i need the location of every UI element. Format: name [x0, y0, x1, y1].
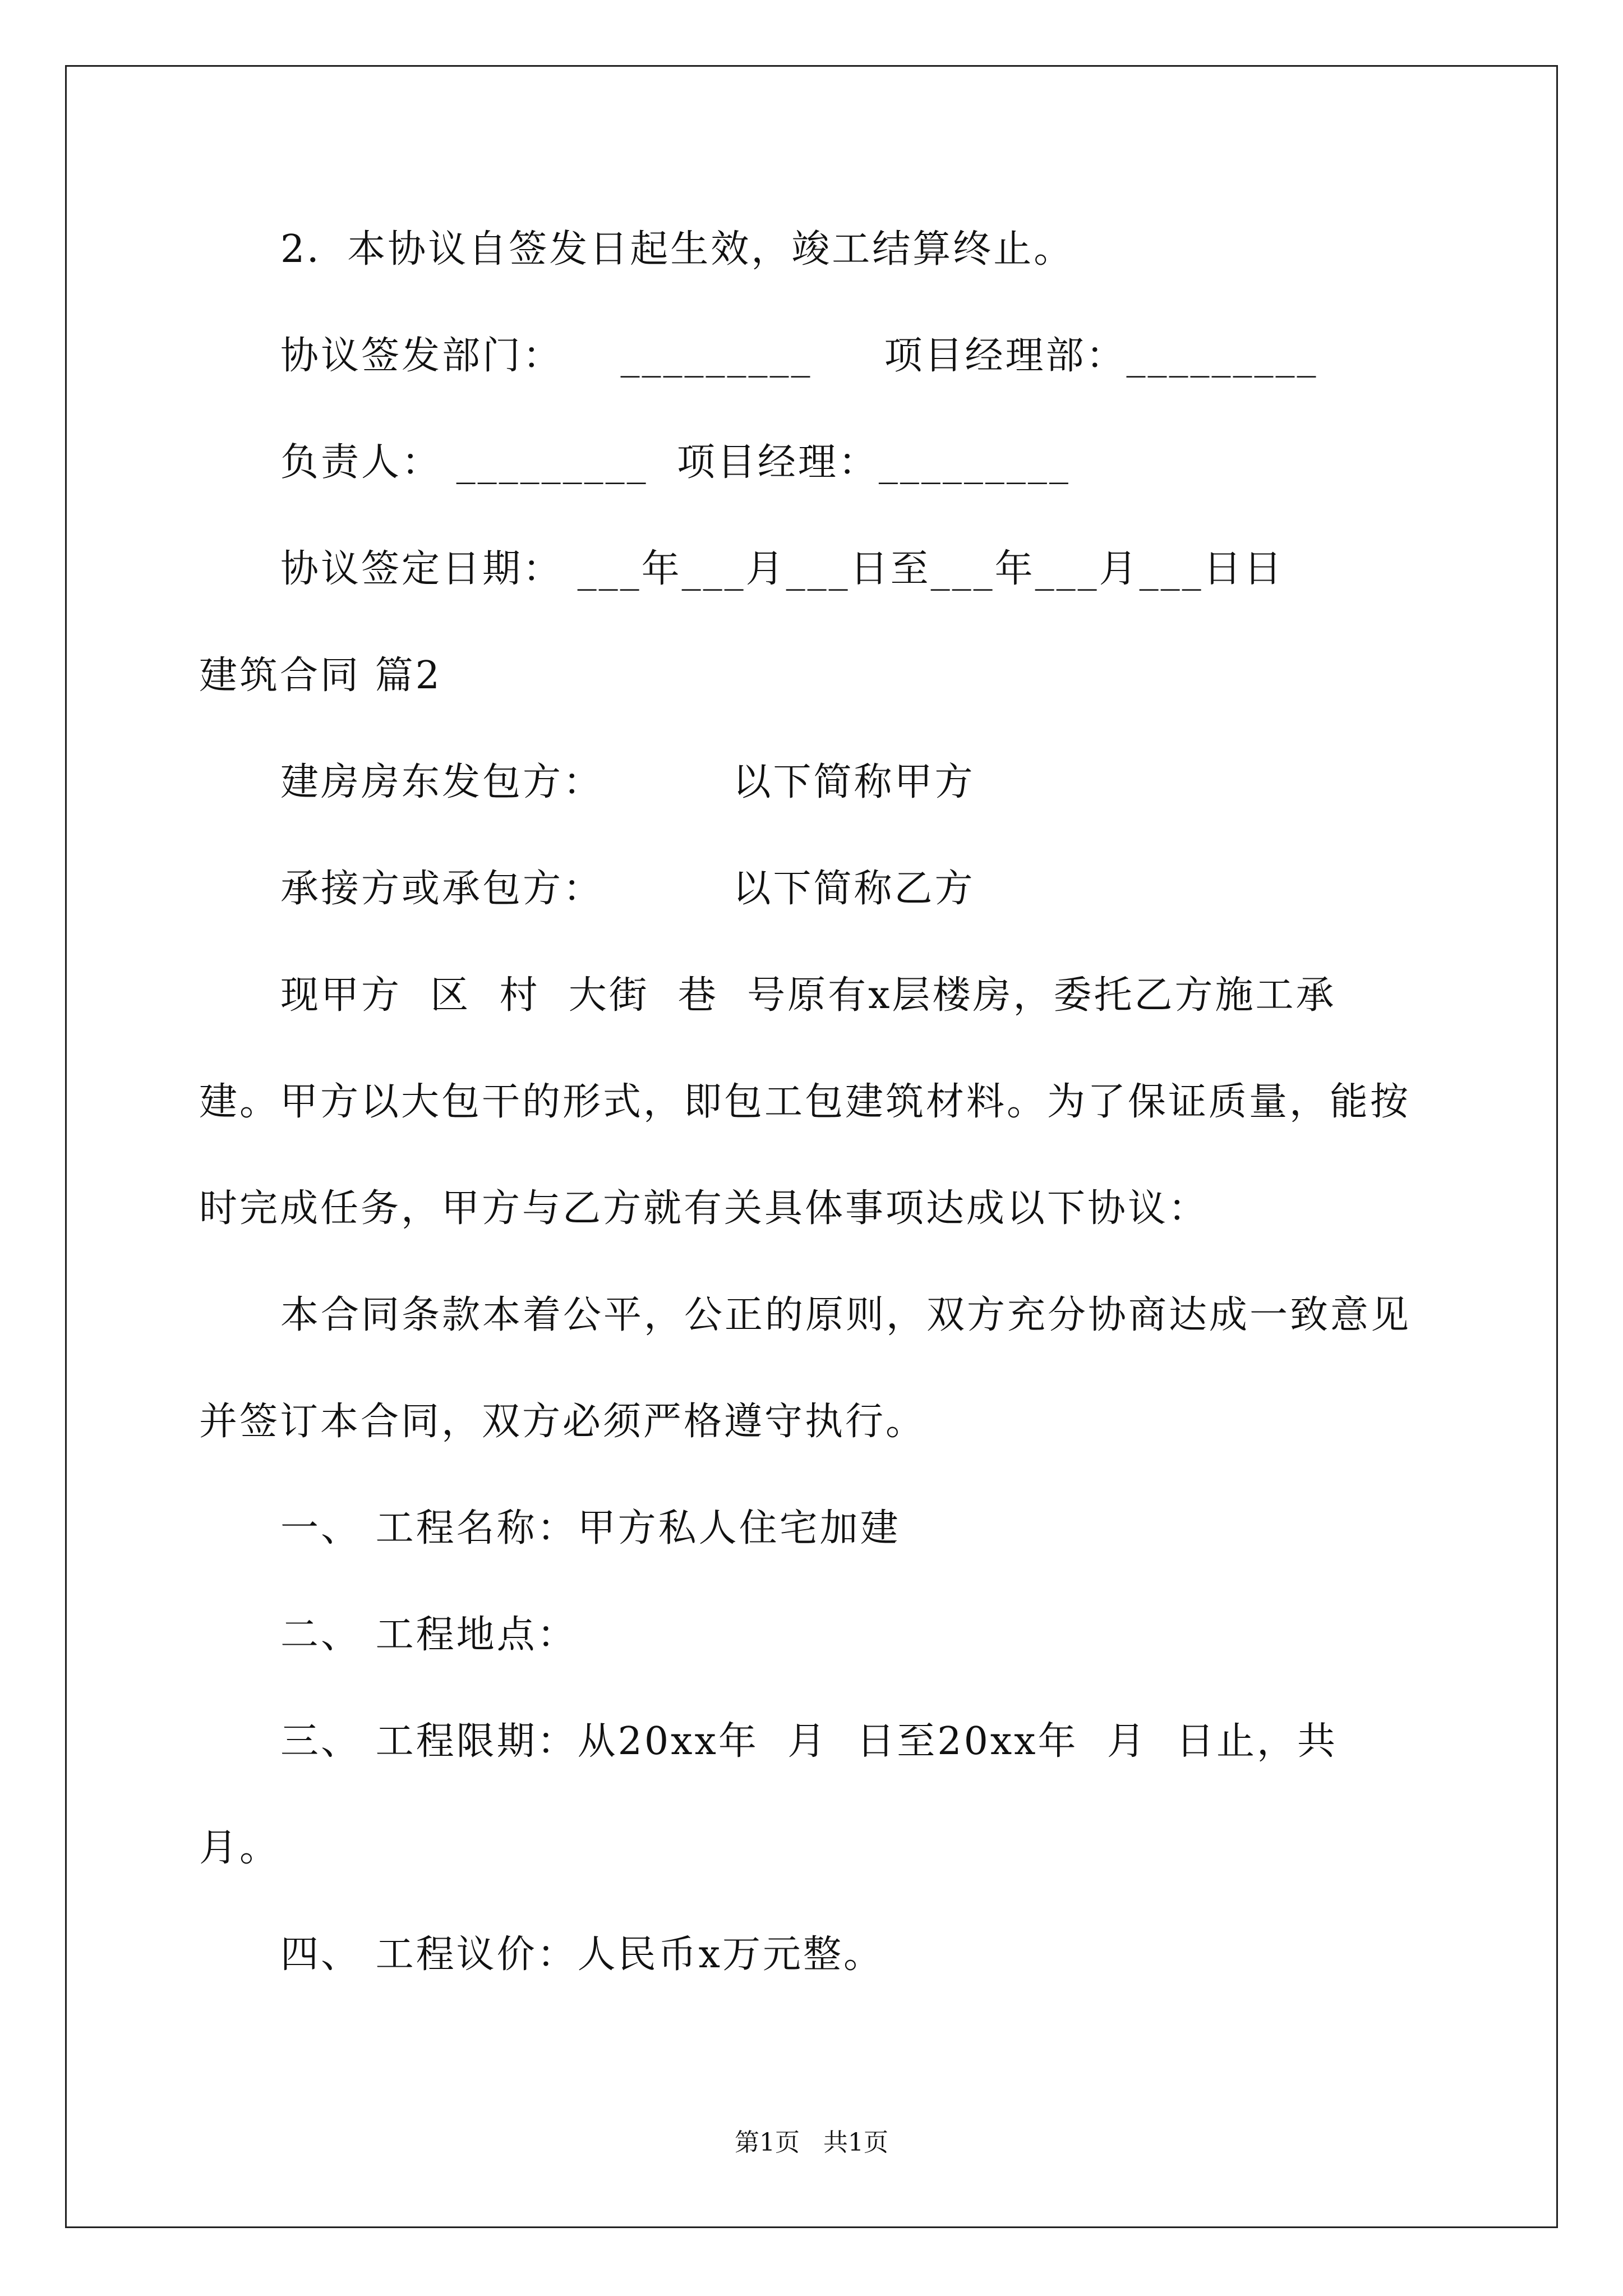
clause-2-effective: 2．本协议自签发日起生效，竣工结算终止。: [280, 227, 1075, 272]
page-footer: 第1页 共1页: [735, 2128, 888, 2157]
item-project-period-cont: 月。: [199, 1826, 280, 1870]
issuing-department-line: 协议签发部门： _________ 项目经理部：_________: [280, 334, 1318, 378]
intro-paragraph-line-2: 建。甲方以大包干的形式，即包工包建筑材料。为了保证质量，能按: [199, 1080, 1411, 1124]
page-frame: [65, 65, 1558, 2228]
responsible-person-line: 负责人： _________ 项目经理：_________: [280, 440, 1071, 485]
principle-paragraph-line-2: 并签订本合同，双方必须严格遵守执行。: [199, 1400, 926, 1444]
intro-paragraph-line-3: 时完成任务，甲方与乙方就有关具体事项达成以下协议：: [199, 1186, 1209, 1231]
party-b-line: 承接方或承包方： 以下简称乙方: [280, 867, 975, 911]
item-project-location: 二、 工程地点：: [280, 1613, 578, 1657]
intro-paragraph-line-1: 现甲方 区 村 大街 巷 号原有x层楼房，委托乙方施工承: [280, 973, 1336, 1018]
item-project-price: 四、 工程议价：人民币x万元整。: [280, 1932, 884, 1977]
item-project-name: 一、 工程名称：甲方私人住宅加建: [280, 1506, 901, 1550]
item-project-period: 三、 工程限期：从20xx年 月 日至20xx年 月 日止，共: [280, 1719, 1338, 1764]
agreement-date-line: 协议签定日期： ___年___月___日至___年___月___日日: [280, 547, 1284, 591]
principle-paragraph-line-1: 本合同条款本着公平，公正的原则，双方充分协商达成一致意见: [280, 1293, 1412, 1337]
section-heading: 建筑合同 篇2: [199, 654, 442, 698]
party-a-line: 建房房东发包方： 以下简称甲方: [280, 760, 975, 804]
